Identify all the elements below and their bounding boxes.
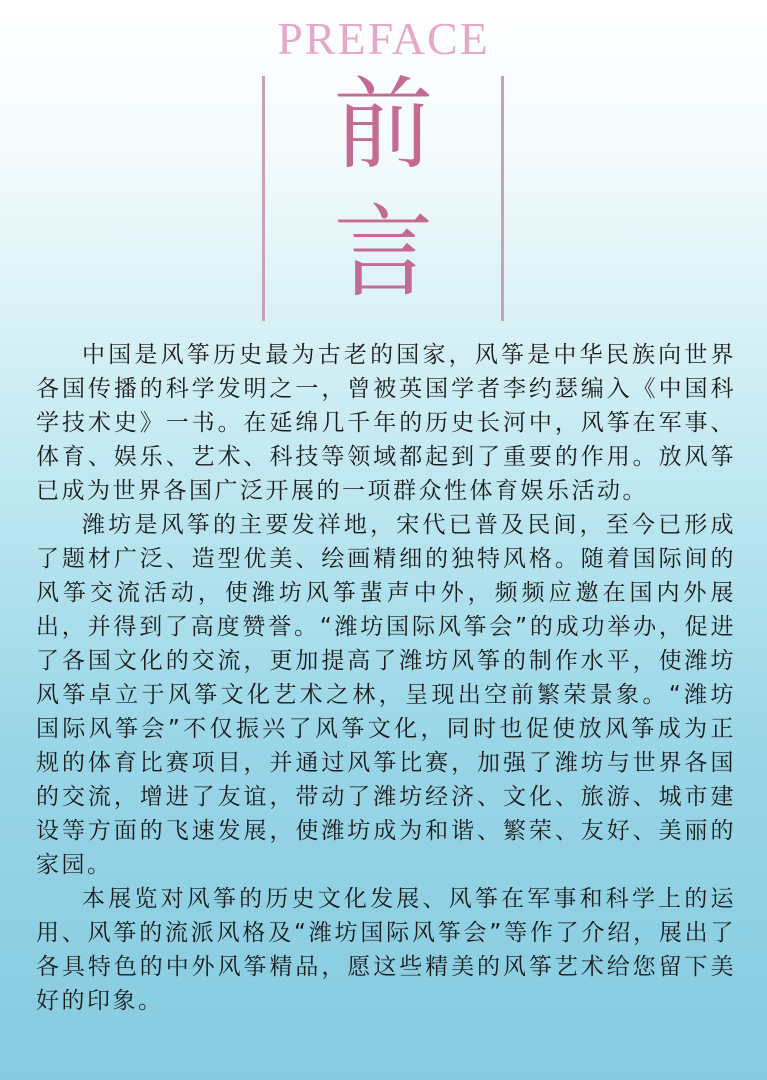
paragraph-1: 中国是风筝历史最为古老的国家，风筝是中华民族向世界各国传播的科学发明之一，曾被英国学者李约瑟编入《中国科学技术史》一书。在延绵几千年的历史长河中，风筝在军事、体育、娱乐、艺术、科技等领域都起到了重要的作用。放风筝已成为世界各国广泛开展的一项群众性体育娱乐活动。 [36,342,736,504]
paragraph-2: 潍坊是风筝的主要发祥地，宋代已普及民间，至今已形成了题材广泛、造型优美、绘画精细的独特风格。随着国际间的风筝交流活动，使潍坊风筝蜚声中外，频频应邀在国内外展出，并得到了高度赞誉。“潍坊国际风筝会”的成功举办，促进了各国文化的交流，更加提高了潍坊风筝的制作水平，使潍坊风筝卓立于风筝文化艺术之林，呈现出空前繁荣景象。“潍坊国际风筝会”不仅振兴了风筝文化，同时也促使放风筝成为正规的体育比赛项目，并通过风筝比赛，加强了潍坊与世界各国的交流，增进了友谊，带动了潍坊经济、文化、旅游、城市建设等方面的飞速发展，使潍坊成为和谐、繁荣、友好、美丽的家园。 [36,512,736,878]
preface-title: PREFACE [277,13,490,64]
preface-cn-char-1: 前 [333,66,434,183]
preface-cn-char-2: 言 [333,194,434,311]
paragraph-3: 本展览对风筝的历史文化发展、风筝在军事和科学上的运用、风筝的流派风格及“潍坊国际风筝会”等作了介绍，展出了各具特色的中外风筝精品，愿这些精美的风筝艺术给您留下美好的印象。 [36,886,736,1014]
preface-body [36,338,736,1018]
